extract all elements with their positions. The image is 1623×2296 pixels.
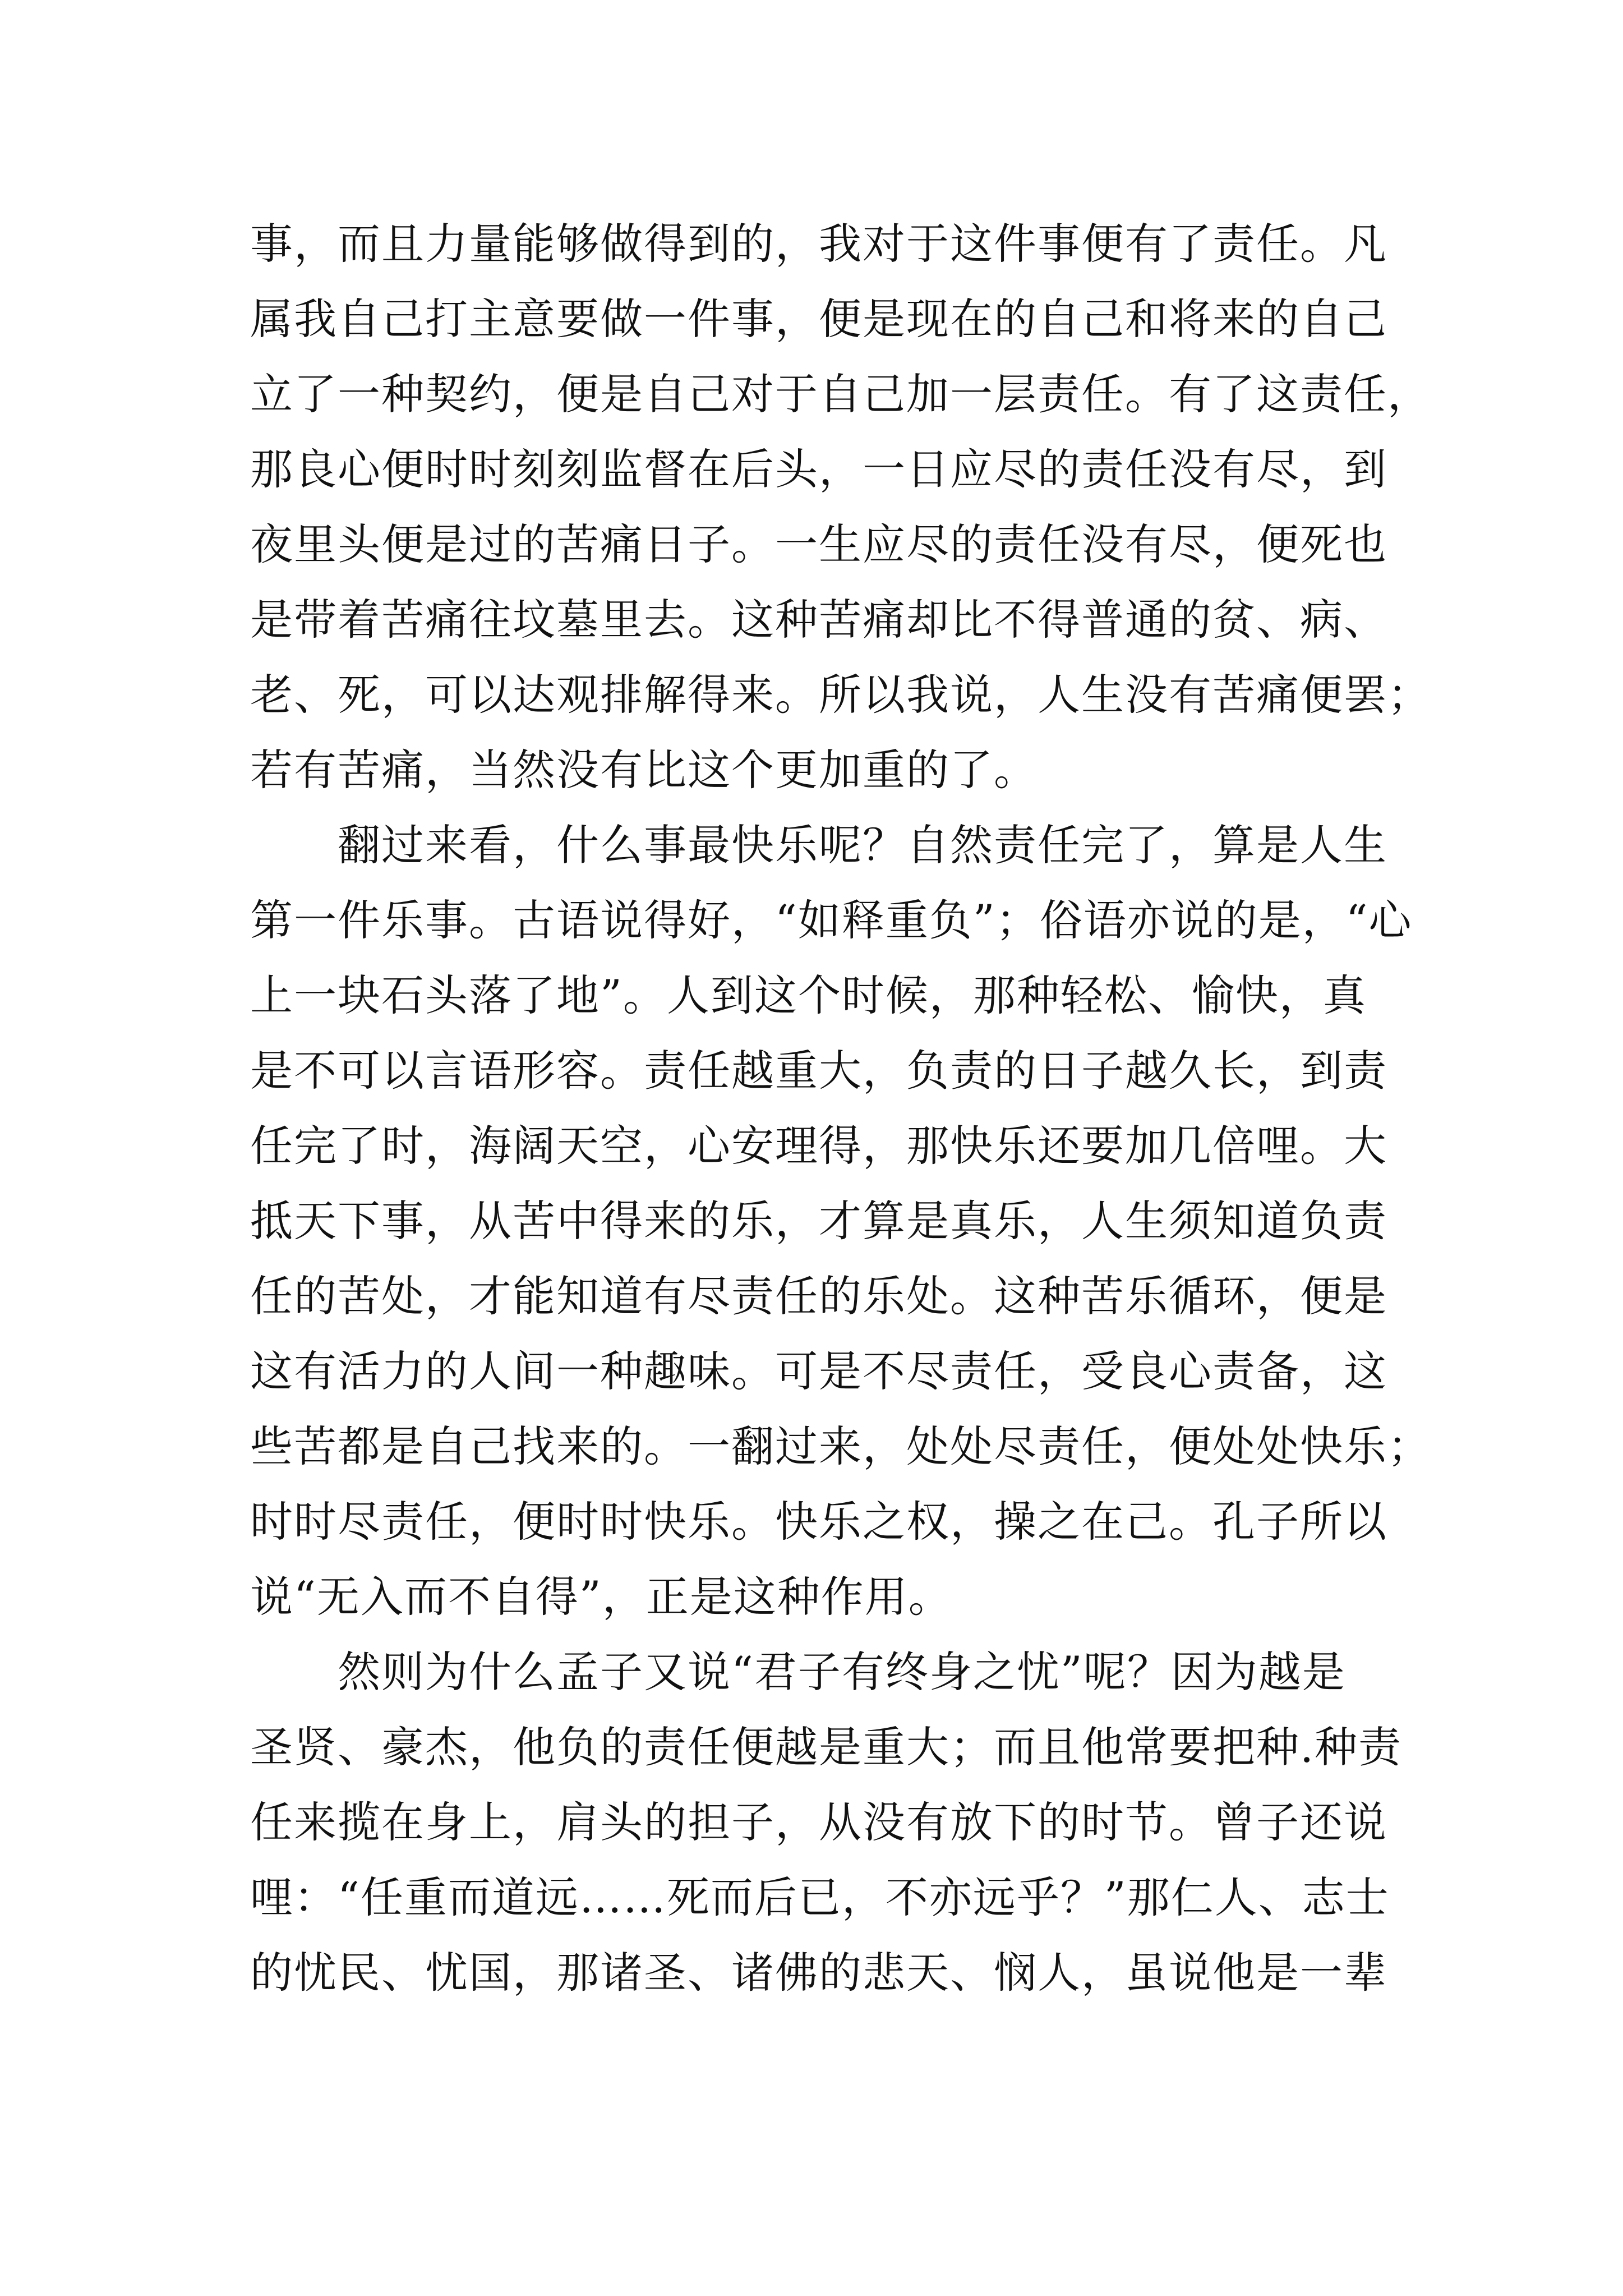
text-line: 抵天下事，从苦中得来的乐，才算是真乐，人生须知道负责 [250,1196,1387,1246]
text-line: 时时尽责任，便时时快乐。快乐之权，操之在己。孔子所以 [250,1497,1387,1547]
text-line: 老、死，可以达观排解得来。所以我说，人生没有苦痛便罢； [250,670,1431,720]
text-line: 然则为什么孟子又说“君子有终身之忧”呢？因为越是 [250,1647,1346,1697]
text-line: 这有活力的人间一种趣味。可是不尽责任，受良心责备，这 [250,1346,1387,1396]
text-line: 翻过来看，什么事最快乐呢？自然责任完了，算是人生 [250,820,1387,870]
text-line: 任的苦处，才能知道有尽责任的乐处。这种苦乐循环，便是 [250,1271,1387,1321]
body-text [250,206,1431,2010]
text-line: 立了一种契约，便是自己对于自己加一层责任。有了这责任， [250,369,1431,419]
text-line: 第一件乐事。古语说得好，“如释重负”；俗语亦说的是，“心 [250,895,1413,945]
text-line: 任完了时，海阔天空，心安理得，那快乐还要加几倍哩。大 [250,1121,1387,1171]
text-line: 任来揽在身上，肩头的担子，从没有放下的时节。曾子还说 [250,1797,1387,1847]
text-line: 事，而且力量能够做得到的，我对于这件事便有了责任。凡 [250,219,1387,269]
text-line: 若有苦痛，当然没有比这个更加重的了。 [250,745,1038,795]
text-line: 哩：“任重而道远……死而后已，不亦远乎？”那仁人、志士 [250,1872,1390,1922]
text-line: 是不可以言语形容。责任越重大，负责的日子越久长，到责 [250,1046,1387,1096]
text-line: 夜里头便是过的苦痛日子。一生应尽的责任没有尽，便死也 [250,519,1387,569]
text-line: 是带着苦痛往坟墓里去。这种苦痛却比不得普通的贫、病、 [250,595,1387,645]
text-line: 上一块石头落了地”。人到这个时候，那种轻松、愉快，真 [250,970,1367,1020]
text-line: 的忧民、忧国，那诸圣、诸佛的悲天、悯人，虽说他是一辈 [250,1948,1387,1998]
text-line: 那良心便时时刻刻监督在后头，一日应尽的责任没有尽，到 [250,444,1387,494]
text-line: 些苦都是自己找来的。一翻过来，处处尽责任，便处处快乐； [250,1421,1431,1471]
text-line: 属我自己打主意要做一件事，便是现在的自己和将来的自己 [250,294,1387,344]
text-line: 圣贤、豪杰，他负的责任便越是重大；而且他常要把种.种责 [250,1722,1403,1772]
text-line: 说“无入而不自得”，正是这种作用。 [250,1572,952,1622]
